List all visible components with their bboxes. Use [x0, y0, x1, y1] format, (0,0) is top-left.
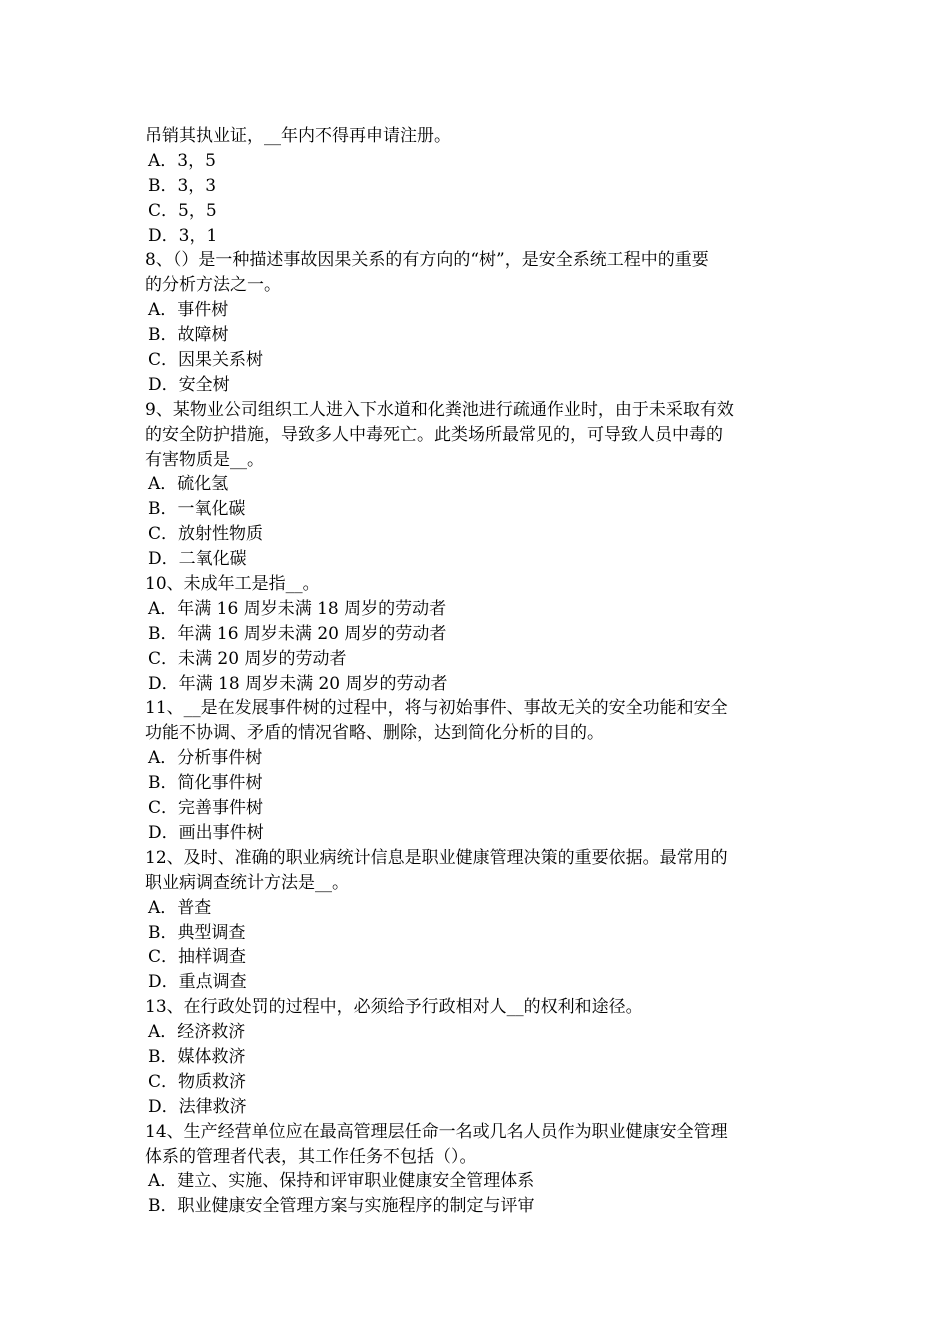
answer-option: B．简化事件树 — [148, 773, 263, 794]
answer-option: A．3，5 — [148, 150, 216, 171]
answer-option: A．分析事件树 — [148, 748, 263, 769]
answer-option: B．典型调查 — [148, 922, 246, 943]
answer-option: A．硫化氢 — [148, 474, 229, 495]
question-stem-line: 8、（）是一种描述事故因果关系的有方向的“树”，是安全系统工程中的重要 — [145, 250, 709, 271]
answer-option: B．一氧化碳 — [148, 499, 246, 520]
question-stem-line: 有害物质是__。 — [145, 449, 264, 470]
question-stem-line: 体系的管理者代表，其工作任务不包括（）。 — [145, 1146, 477, 1167]
question-stem-line: 13、在行政处罚的过程中，必须给予行政相对人__的权利和途径。 — [145, 997, 643, 1018]
question-stem-line: 的分析方法之一。 — [145, 275, 281, 296]
answer-option: D．3，1 — [148, 225, 218, 246]
answer-option: B．故障树 — [148, 325, 229, 346]
answer-option: D．重点调查 — [148, 972, 247, 993]
question-stem-line: 9、某物业公司组织工人进入下水道和化粪池进行疏通作业时，由于未采取有效 — [145, 399, 734, 420]
answer-option: A．建立、实施、保持和评审职业健康安全管理体系 — [148, 1171, 535, 1192]
answer-option: C．抽样调查 — [148, 947, 247, 968]
answer-option: B．职业健康安全管理方案与实施程序的制定与评审 — [148, 1196, 535, 1217]
question-stem-line: 职业病调查统计方法是__。 — [145, 872, 349, 893]
answer-option: C．放射性物质 — [148, 524, 264, 545]
answer-option: D．年满 18 周岁未满 20 周岁的劳动者 — [148, 673, 448, 694]
question-stem-line: 11、__是在发展事件树的过程中，将与初始事件、事故无关的安全功能和安全 — [145, 698, 728, 719]
answer-option: B．3，3 — [148, 175, 217, 196]
answer-option: A．普查 — [148, 897, 212, 918]
question-stem-line: 12、及时、准确的职业病统计信息是职业健康管理决策的重要依据。最常用的 — [145, 847, 728, 868]
answer-option: A．事件树 — [148, 300, 229, 321]
answer-option: B．年满 16 周岁未满 20 周岁的劳动者 — [148, 623, 447, 644]
question-stem-line: 10、未成年工是指__。 — [145, 574, 320, 595]
answer-option: D．二氧化碳 — [148, 549, 247, 570]
answer-option: C．完善事件树 — [148, 798, 264, 819]
answer-option: A．经济救济 — [148, 1022, 246, 1043]
answer-option: C．物质救济 — [148, 1071, 247, 1092]
question-stem-line: 14、生产经营单位应在最高管理层任命一名或几名人员作为职业健康安全管理 — [145, 1121, 728, 1142]
answer-option: D．法律救济 — [148, 1096, 247, 1117]
question-stem-line: 吊销其执业证，__年内不得再申请注册。 — [145, 126, 451, 146]
answer-option: A．年满 16 周岁未满 18 周岁的劳动者 — [148, 598, 447, 619]
question-stem-line: 的安全防护措施，导致多人中毒死亡。此类场所最常见的，可导致人员中毒的 — [145, 424, 723, 445]
answer-option: D．画出事件树 — [148, 822, 264, 843]
answer-option: B．媒体救济 — [148, 1046, 246, 1067]
answer-option: C．因果关系树 — [148, 350, 264, 371]
question-text-block — [145, 124, 810, 1219]
answer-option: D．安全树 — [148, 374, 230, 395]
answer-option: C．未满 20 周岁的劳动者 — [148, 648, 347, 669]
question-stem-line: 功能不协调、矛盾的情况省略、删除，达到简化分析的目的。 — [145, 723, 604, 744]
answer-option: C．5，5 — [148, 200, 217, 221]
